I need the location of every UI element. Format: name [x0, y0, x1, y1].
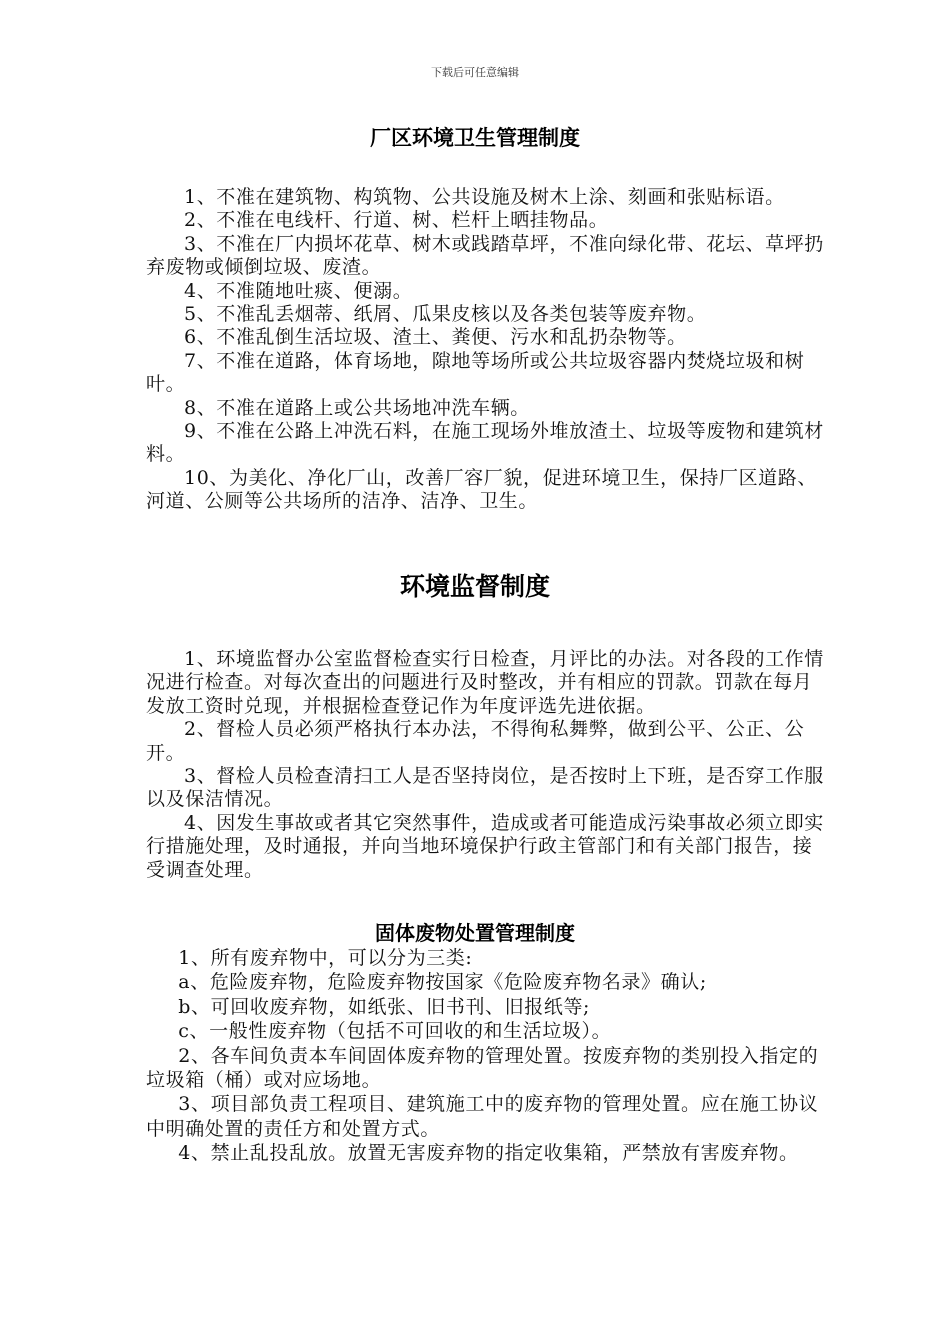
- rule-paragraph: 3、项目部负责工程项目、建筑施工中的废弃物的管理处置。应在施工协议中明确处置的责任方和处置方式。: [146, 1093, 819, 1140]
- section-supervision-rules: [146, 648, 826, 882]
- rule-paragraph: 4、禁止乱投乱放。放置无害废弃物的指定收集箱，严禁放有害废弃物。: [178, 1142, 799, 1165]
- section-sanitation-rules: [146, 186, 826, 514]
- rule-paragraph: 7、不准在道路，体育场地，隙地等场所或公共垃圾容器内焚烧垃圾和树叶。: [146, 349, 805, 396]
- rule-paragraph: a、危险废弃物，危险废弃物按国家《危险废弃物名录》确认;: [178, 971, 707, 994]
- rule-paragraph: b、可回收废弃物，如纸张、旧书刊、旧报纸等;: [178, 995, 591, 1018]
- rule-paragraph: c、一般性废弃物（包括不可回收的和生活垃圾）。: [178, 1020, 612, 1043]
- rule-paragraph: 2、不准在电线杆、行道、树、栏杆上晒挂物品。: [184, 209, 609, 232]
- rule-paragraph: 1、环境监督办公室监督检查实行日检查，月评比的办法。对各段的工作情况进行检查。对每次查出的问题进行及时整改，并有相应的罚款。罚款在每月发放工资时兑现，并根据检查登记作为年度评选先进依据。: [146, 648, 824, 717]
- section-solid-waste-rules: [146, 946, 826, 1166]
- rule-paragraph: 1、不准在建筑物、构筑物、公共设施及树木上涂、刻画和张贴标语。: [184, 186, 785, 208]
- section-title-sanitation: 厂区环境卫生管理制度: [370, 126, 580, 150]
- rule-paragraph: 1、所有废弃物中，可以分为三类:: [178, 947, 473, 969]
- rule-paragraph: 6、不准乱倒生活垃圾、渣土、粪便、污水和乱扔杂物等。: [184, 326, 687, 349]
- header-note: 下载后可任意编辑: [431, 66, 519, 79]
- rule-paragraph: 5、不准乱丢烟蒂、纸屑、瓜果皮核以及各类包装等废弃物。: [184, 303, 707, 326]
- section-title-solid-waste: 固体废物处置管理制度: [375, 921, 575, 945]
- rule-paragraph: 9、不准在公路上冲洗石料，在施工现场外堆放渣土、垃圾等废物和建筑材料。: [146, 420, 824, 466]
- rule-paragraph: 2、各车间负责本车间固体废弃物的管理处置。按废弃物的类别投入指定的垃圾箱（桶）或对应场地。: [146, 1044, 819, 1092]
- rule-paragraph: 8、不准在道路上或公共场地冲洗车辆。: [184, 396, 530, 419]
- section-title-supervision: 环境监督制度: [399, 572, 550, 601]
- rule-paragraph: 4、不准随地吐痰、便溺。: [184, 279, 413, 302]
- rule-paragraph: 3、不准在厂内损坏花草、树木或践踏草坪，不准向绿化带、花坛、草坪扔弃废物或倾倒垃圾、废渣。: [146, 232, 824, 279]
- rule-paragraph: 4、因发生事故或者其它突然事件，造成或者可能造成污染事故必须立即实行措施处理，及时通报，并向当地环境保护行政主管部门和有关部门报告，接受调查处理。: [146, 811, 824, 881]
- rule-paragraph: 10、为美化、净化厂山，改善厂容厂貌，促进环境卫生，保持厂区道路、河道、公厕等公共场所的洁净、洁净、卫生。: [146, 466, 817, 513]
- rule-paragraph: 2、督检人员必须严格执行本办法，不得徇私舞弊，做到公平、公正、公开。: [146, 718, 805, 764]
- rule-paragraph: 3、督检人员检查清扫工人是否坚持岗位，是否按时上下班，是否穿工作服以及保洁情况。: [146, 765, 824, 811]
